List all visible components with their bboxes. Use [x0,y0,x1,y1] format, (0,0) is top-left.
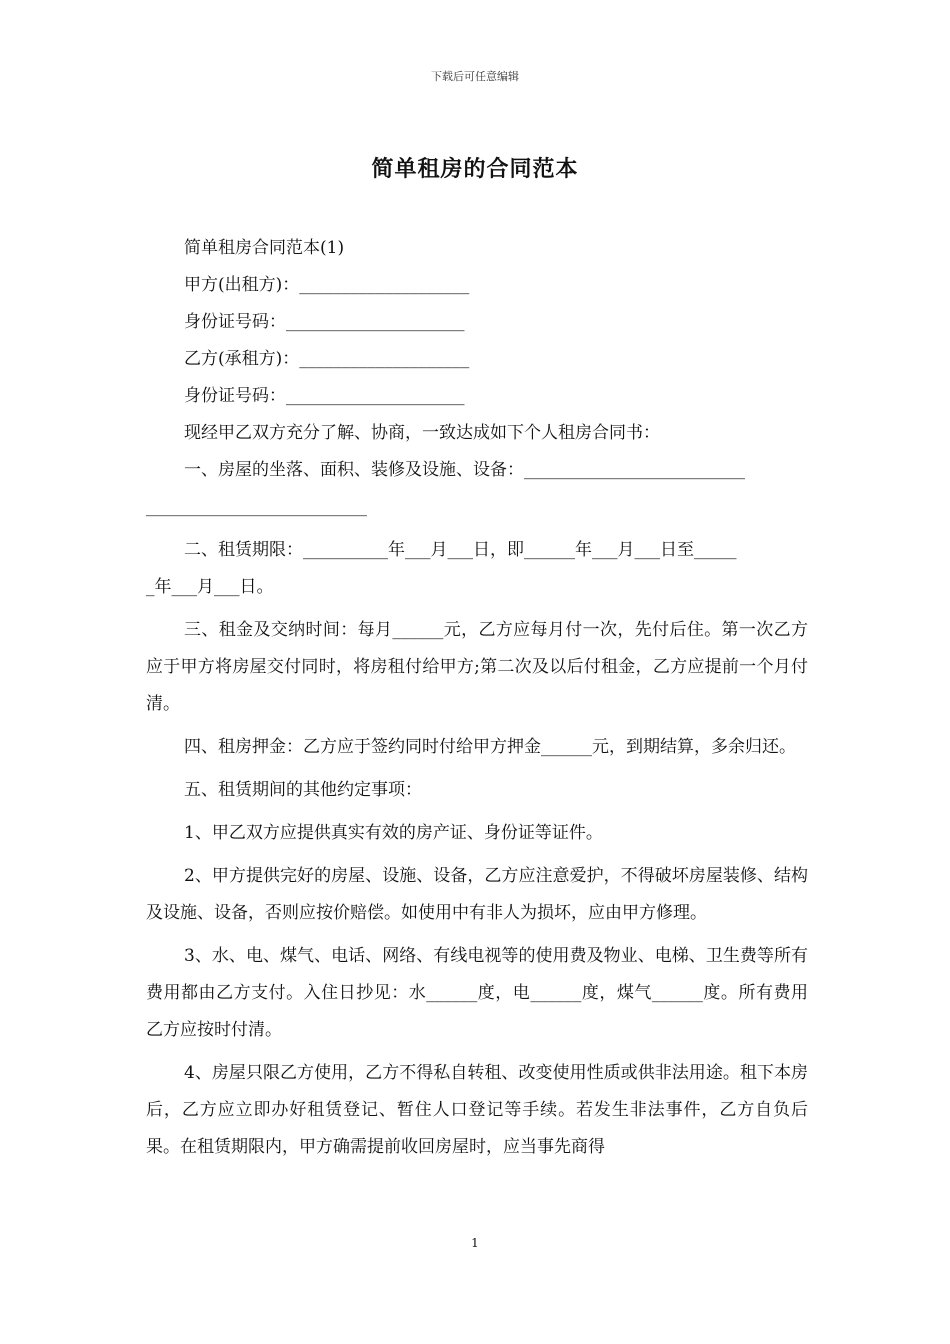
contract-subtitle: 简单租房合同范本(1) [184,238,345,258]
item-2: 2、甲方提供完好的房屋、设施、设备，乙方应注意爱护，不得破坏房屋装修、结构及设施、设备，否则应按价赔偿。如使用中有非人为损坏，应由甲方修理。 [146,866,808,923]
clause-1-line-2: __________________________ [146,497,367,517]
item-4: 4、房屋只限乙方使用，乙方不得私自转租、改变使用性质或供非法用途。租下本房后，乙方应立即办好租赁登记、暂住人口登记等手续。若发生非法事件，乙方自负后果。在租赁期限内，甲方确需提前收回房屋时，应当事先商得 [146,1063,808,1157]
document-body [146,230,808,1166]
party-a-id-field: 身份证号码：_____________________ [184,312,465,332]
page-number: 1 [471,1236,479,1250]
clause-2-line-1: 二、租赁期限：__________年___月___日，即______年___月___日至_____ [184,540,737,560]
item-1: 1、甲乙双方应提供真实有效的房产证、身份证等证件。 [184,823,603,843]
party-a-field: 甲方(出租方)：____________________ [184,275,470,295]
party-b-id-field: 身份证号码：_____________________ [184,386,465,406]
page-header: 下载后可任意编辑 [431,70,519,83]
clause-1-line-1: 一、房屋的坐落、面积、装修及设施、设备：__________________________ [184,460,745,480]
clause-3: 三、租金及交纳时间：每月______元，乙方应每月付一次，先付后住。第一次乙方应于甲方将房屋交付同时，将房租付给甲方;第二次及以后付租金，乙方应提前一个月付清。 [146,620,808,714]
clause-5-heading: 五、租赁期间的其他约定事项： [184,780,422,800]
party-b-field: 乙方(承租方)：____________________ [184,349,470,369]
item-3: 3、水、电、煤气、电话、网络、有线电视等的使用费及物业、电梯、卫生费等所有费用都由乙方支付。入住日抄见：水______度，电______度，煤气______度。所有费用乙方应按时付清。 [146,946,808,1040]
agreement-intro: 现经甲乙双方充分了解、协商，一致达成如下个人租房合同书： [184,423,660,443]
clause-4: 四、租房押金：乙方应于签约同时付给甲方押金______元，到期结算，多余归还。 [184,737,796,757]
clause-2-line-2: _年___月___日。 [146,577,274,597]
document-title: 简单租房的合同范本 [371,156,579,182]
